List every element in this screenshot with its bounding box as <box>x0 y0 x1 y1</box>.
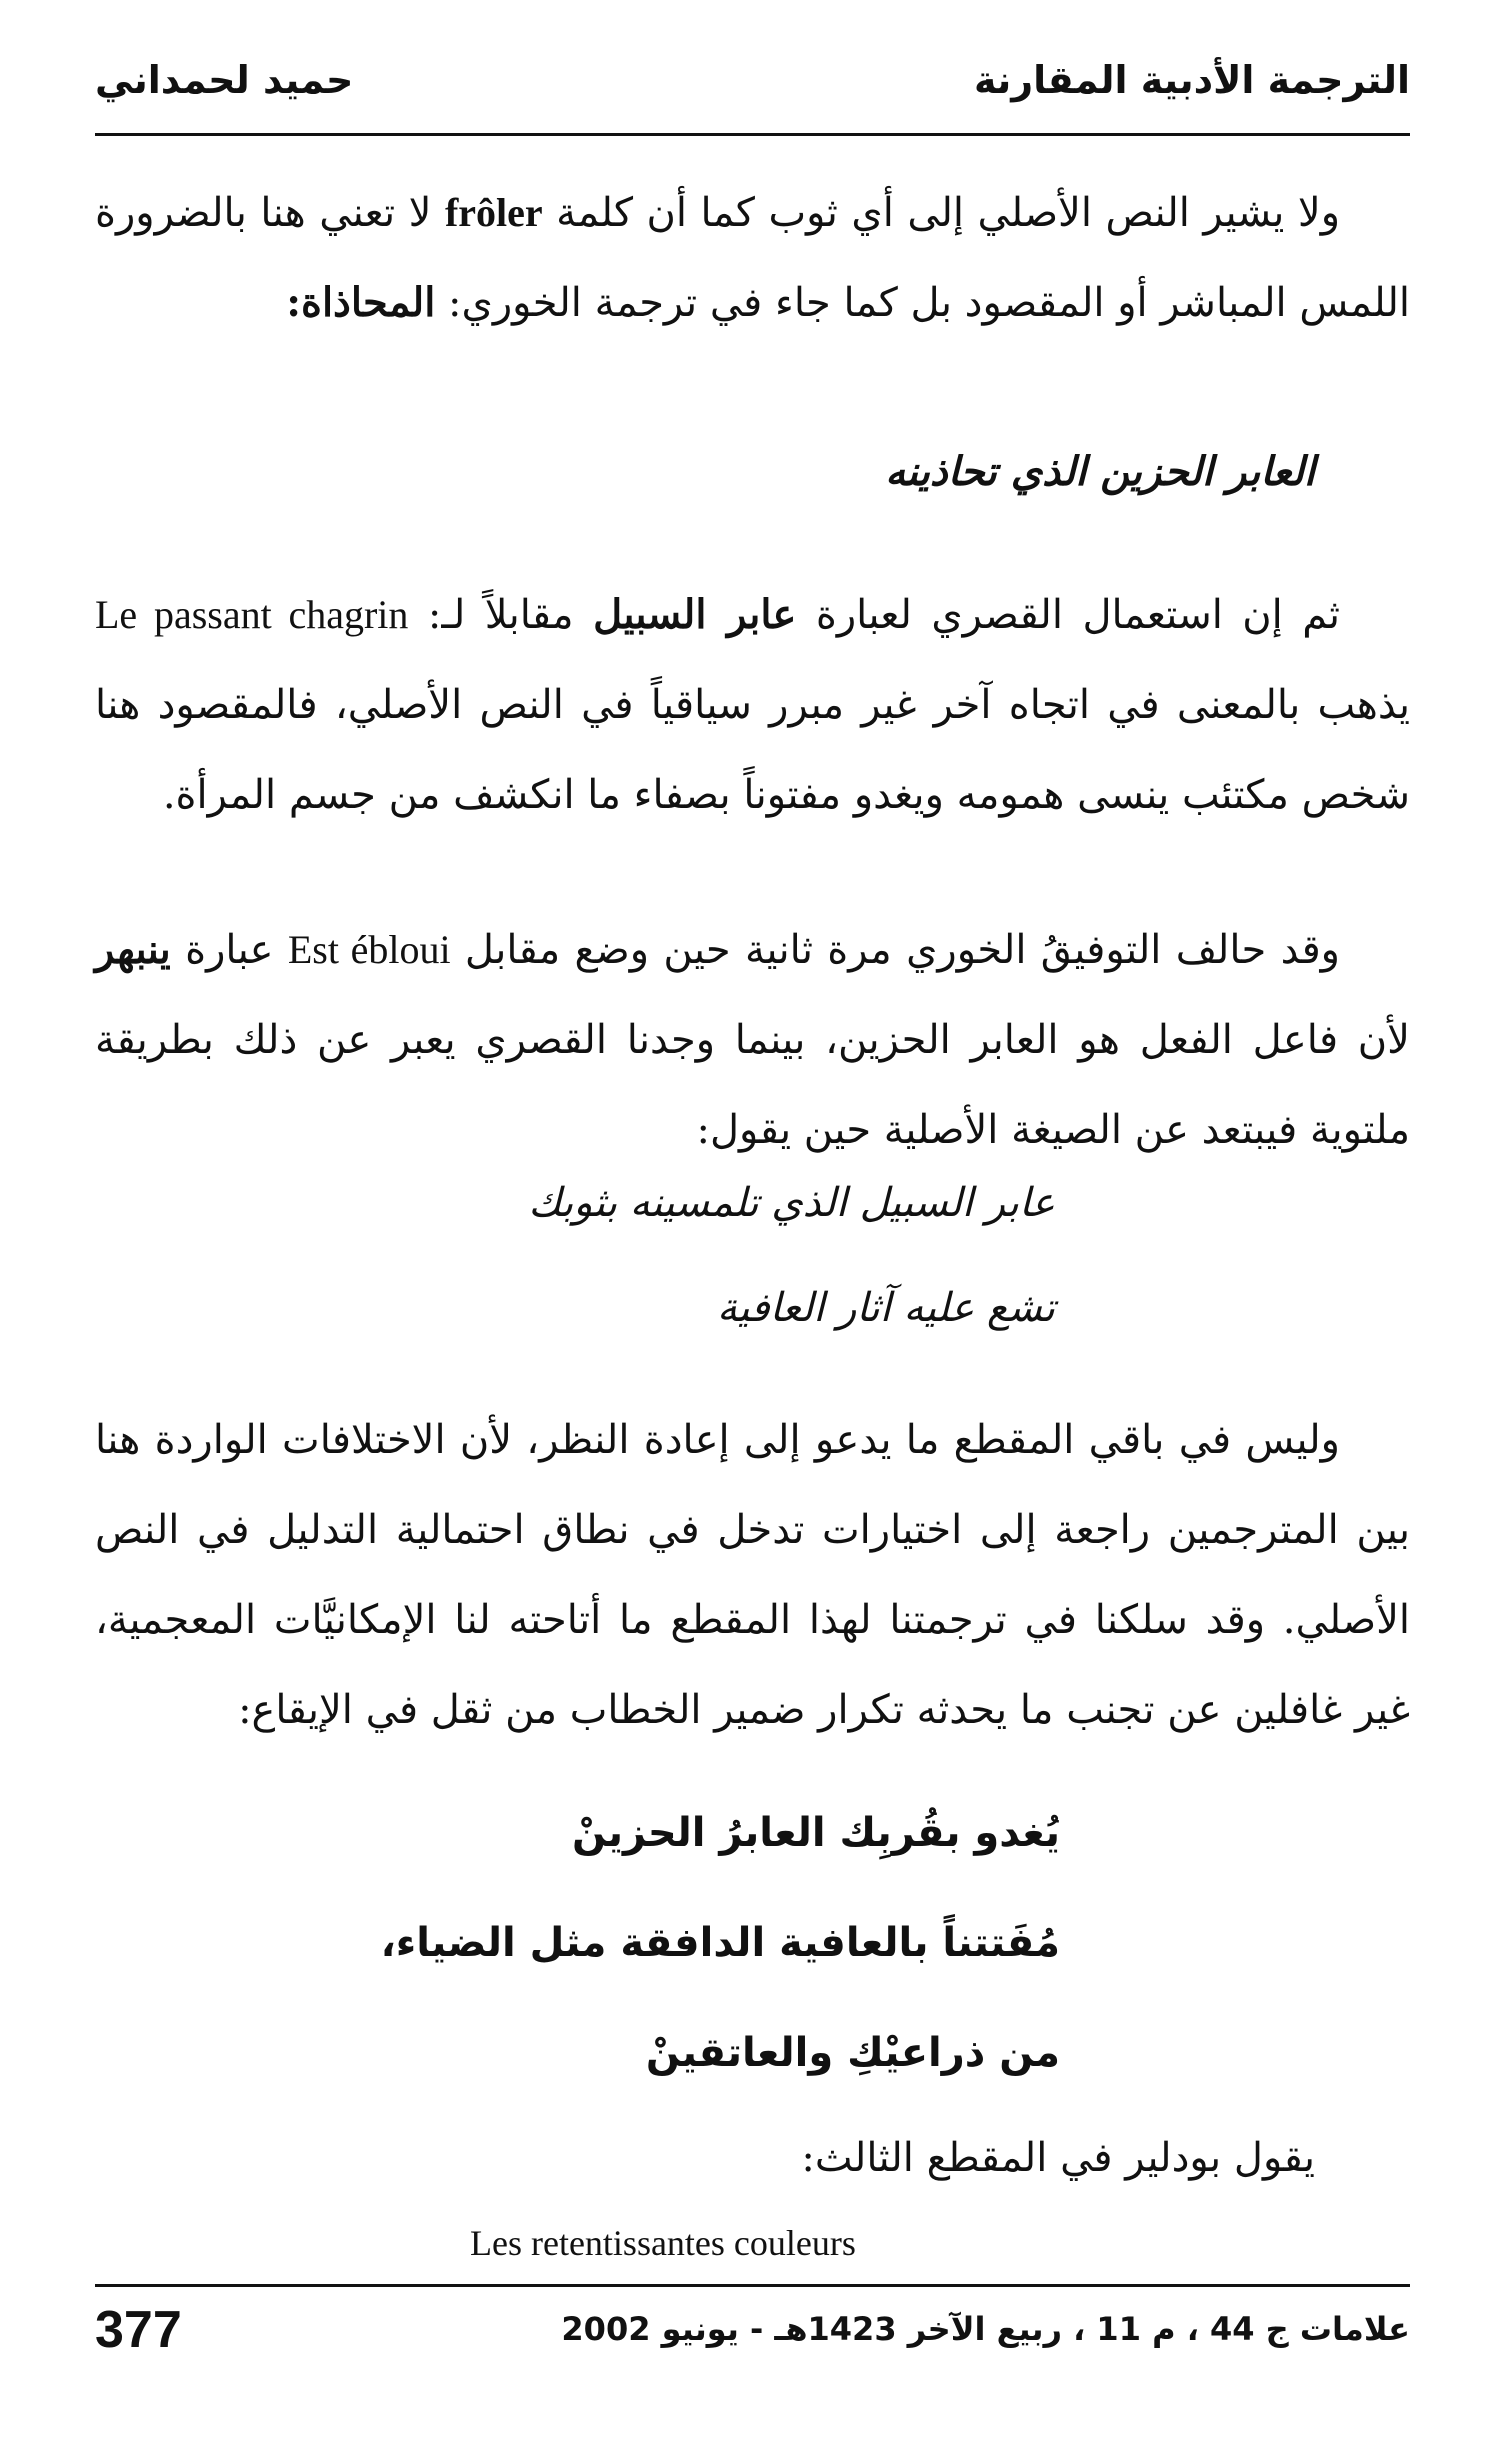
paragraph-2-text-c: مقابلاً لـ: <box>408 592 594 638</box>
paragraph-3-text-a: وقد حالف التوفيقُ الخوري مرة ثانية حين وضع مقابل <box>450 927 1340 973</box>
paragraph-1-text-a: ولا يشير النص الأصلي إلى أي ثوب كما أن كلمة <box>542 190 1341 236</box>
paragraph-3-text-d: لأن فاعل الفعل هو العابر الحزين، بينما وجدنا القصري يعبر عن ذلك بطريقة ملتوية فيبتعد عن الصيغة الأصلية حين يقول: <box>95 1017 1410 1153</box>
french-verse-line: Les retentissantes couleurs <box>470 2223 856 2263</box>
french-term-le-passant: Le passant chagrin <box>95 592 409 637</box>
journal-reference: علامات ج 44 ، م 11 ، ربيع الآخر 1423هـ - يونيو 2002 <box>561 2310 1410 2348</box>
translation-verse-2: مُفَتتناً بالعافية الدافقة مثل الضياء، <box>380 1920 1060 1966</box>
running-header <box>95 58 1410 128</box>
paragraph-4: وليس في باقي المقطع ما يدعو إلى إعادة النظر، لأن الاختلافات الواردة هنا بين المترجمين راجعة إلى اختيارات تدخل في نطاق احتمالية التدليل في النص الأصلي. وقد سلكنا في ترجمتنا لهذا المقطع ما أتاحته لنا الإمكانيَّات المعجمية، غير غافلين عن تجنب ما يحدثه تكرار ضمير الخطاب من ثقل في الإيقاع: <box>95 1417 1410 1733</box>
translation-verse-1: يُغدو بقُربِك العابرُ الحزينْ <box>572 1810 1060 1856</box>
paragraph-2-text-a: ثم إن استعمال القصري لعبارة <box>796 592 1341 638</box>
paragraph-3-bold-term: ينبهر <box>95 926 171 973</box>
quoted-verse-2: عابر السبيل الذي تلمسينه بثوبك <box>528 1180 1055 1226</box>
paragraph-1 <box>95 168 1410 348</box>
translation-verse-3: من ذراعيْكِ والعاتقينْ <box>645 2030 1060 2076</box>
paragraph-3-text-b: عبارة <box>170 927 288 973</box>
header-rule <box>95 133 1410 136</box>
paragraph-2 <box>95 570 1410 840</box>
paragraph-1-text-b: لا تعني هنا بالضرورة اللمس المباشر أو المقصود بل كما جاء في ترجمة الخوري: <box>95 190 1410 326</box>
paragraph-2-text-d: يذهب بالمعنى في اتجاه آخر غير مبرر سياقياً في النص الأصلي، فالمقصود هنا شخص مكتئب ينسى همومه ويغدو مفتوناً بصفاء ما انكشف من جسم المرأة. <box>95 682 1410 818</box>
quoted-verse-3: تشع عليه آثار العافية <box>716 1285 1055 1331</box>
footer-rule <box>95 2284 1410 2287</box>
header-author: حميد لحمداني <box>95 58 354 102</box>
stanza-intro: يقول بودلير في المقطع الثالث: <box>801 2135 1315 2181</box>
paragraph-2-bold-term: عابر السبيل <box>593 591 797 638</box>
page-number: 377 <box>95 2301 182 2359</box>
document-page <box>95 0 1410 2464</box>
french-term-froler: frôler <box>444 190 543 235</box>
paragraph-1-bold-term: المحاذاة: <box>286 279 436 326</box>
french-term-est-ebloui: Est ébloui <box>287 927 451 972</box>
quoted-verse-1: العابر الحزين الذي تحاذينه <box>885 448 1315 495</box>
header-title: الترجمة الأدبية المقارنة <box>973 58 1410 102</box>
paragraph-3 <box>95 905 1410 1175</box>
